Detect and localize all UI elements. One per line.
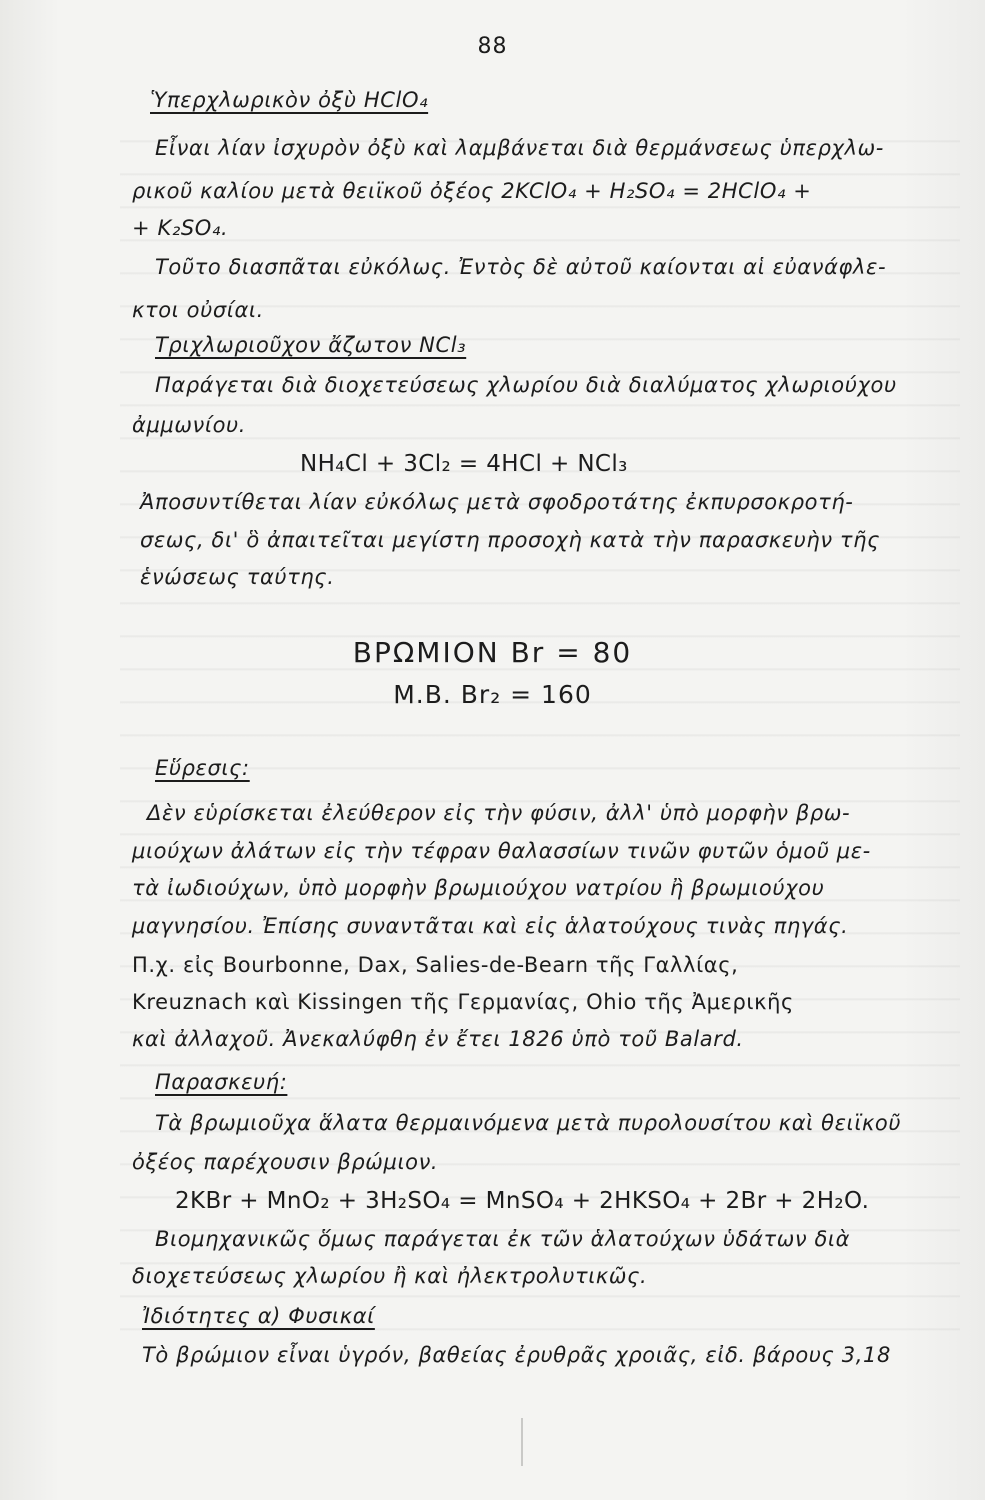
paragraph-line: μαγνησίου. Ἐπίσης συναντᾶται καὶ εἰς ἁλατούχους τινὰς πηγάς. xyxy=(132,914,849,938)
paragraph-line: Ἀποσυντίθεται λίαν εὐκόλως μετὰ σφοδροτάτης ἐκπυρσοκροτή- xyxy=(140,490,854,514)
paragraph-line: τὰ ἰωδιούχων, ὑπὸ μορφὴν βρωμιούχου νατρίου ἢ βρωμιούχου xyxy=(132,876,825,900)
paragraph-line: ἀμμωνίου. xyxy=(132,413,247,437)
nitrogen-trichloride-heading: Τριχλωριοῦχον ἄζωτον NCl₃ xyxy=(155,333,467,357)
nitrogen-trichloride-formula: NH₄Cl + 3Cl₂ = 4HCl + NCl₃ xyxy=(300,451,628,477)
paragraph-line: Τοῦτο διασπᾶται εὐκόλως. Ἐντὸς δὲ αὐτοῦ καίονται αἱ εὐανάφλε- xyxy=(155,255,887,279)
page-number: 88 xyxy=(477,34,508,59)
preparation-heading: Παρασκευή: xyxy=(155,1070,288,1094)
paragraph-line: ἑνώσεως ταύτης. xyxy=(140,565,335,589)
paragraph-line: + K₂SO₄. xyxy=(132,216,229,240)
bromine-preparation-formula: 2KBr + MnO₂ + 3H₂SO₄ = MnSO₄ + 2HKSO₄ + 2Br + 2H₂O. xyxy=(175,1188,870,1214)
paragraph-line: Εἶναι λίαν ἰσχυρὸν ὀξὺ καὶ λαμβάνεται διὰ θερμάνσεως ὑπερχλω- xyxy=(155,136,884,160)
bromine-title: ΒΡΩΜΙΟΝ Br = 80 xyxy=(352,636,633,669)
paragraph-line: διοχετεύσεως χλωρίου ἢ καὶ ἠλεκτρολυτικῶς. xyxy=(132,1264,648,1288)
paragraph-line: μιούχων ἀλάτων εἰς τὴν τέφραν θαλασσίων τινῶν φυτῶν ὁμοῦ με- xyxy=(132,839,871,863)
paragraph-line: Kreuznach καὶ Kissingen τῆς Γερμανίας, Ohio τῆς Ἀμερικῆς xyxy=(132,990,794,1014)
paragraph-line: Τὰ βρωμιοῦχα ἅλατα θερμαινόμενα μετὰ πυρολουσίτου καὶ θειϊκοῦ xyxy=(155,1111,902,1135)
paragraph-line: κτοι οὐσίαι. xyxy=(132,298,264,322)
paragraph-line: ὀξέος παρέχουσιν βρώμιον. xyxy=(132,1150,439,1174)
paragraph-line: Παράγεται διὰ διοχετεύσεως χλωρίου διὰ διαλύματος χλωριούχου xyxy=(155,373,897,397)
paragraph-line: σεως, δι' ὃ ἀπαιτεῖται μεγίστη προσοχὴ κατὰ τὴν παρασκευὴν τῆς xyxy=(140,528,881,552)
scan-mark xyxy=(521,1418,523,1466)
bromine-molecular-weight: Μ.Β. Br₂ = 160 xyxy=(393,680,592,709)
paragraph-line: Τὸ βρώμιον εἶναι ὑγρόν, βαθείας ἐρυθρᾶς χροιᾶς, εἰδ. βάρους 3,18 xyxy=(142,1343,891,1367)
perchloric-acid-heading: Ὑπερχλωρικὸν ὀξὺ HClO₄ xyxy=(150,88,429,112)
paragraph-line: Βιομηχανικῶς ὅμως παράγεται ἐκ τῶν ἁλατούχων ὑδάτων διὰ xyxy=(155,1227,851,1251)
paragraph-line: ρικοῦ καλίου μετὰ θειϊκοῦ ὀξέος 2KClO₄ + H₂SO₄ = 2HClO₄ + xyxy=(132,179,812,203)
paragraph-line: καὶ ἀλλαχοῦ. Ἀνεκαλύφθη ἐν ἔτει 1826 ὑπὸ τοῦ Balard. xyxy=(132,1027,744,1051)
properties-heading: Ἰδιότητες α) Φυσικαί xyxy=(142,1304,375,1328)
occurrence-heading: Εὕρεσις: xyxy=(155,756,250,780)
paragraph-line: Δὲν εὑρίσκεται ἐλεύθερον εἰς τὴν φύσιν, ἀλλ' ὑπὸ μορφὴν βρω- xyxy=(147,801,851,825)
paragraph-line: Π.χ. εἰς Bourbonne, Dax, Salies-de-Bearn τῆς Γαλλίας, xyxy=(132,953,739,977)
